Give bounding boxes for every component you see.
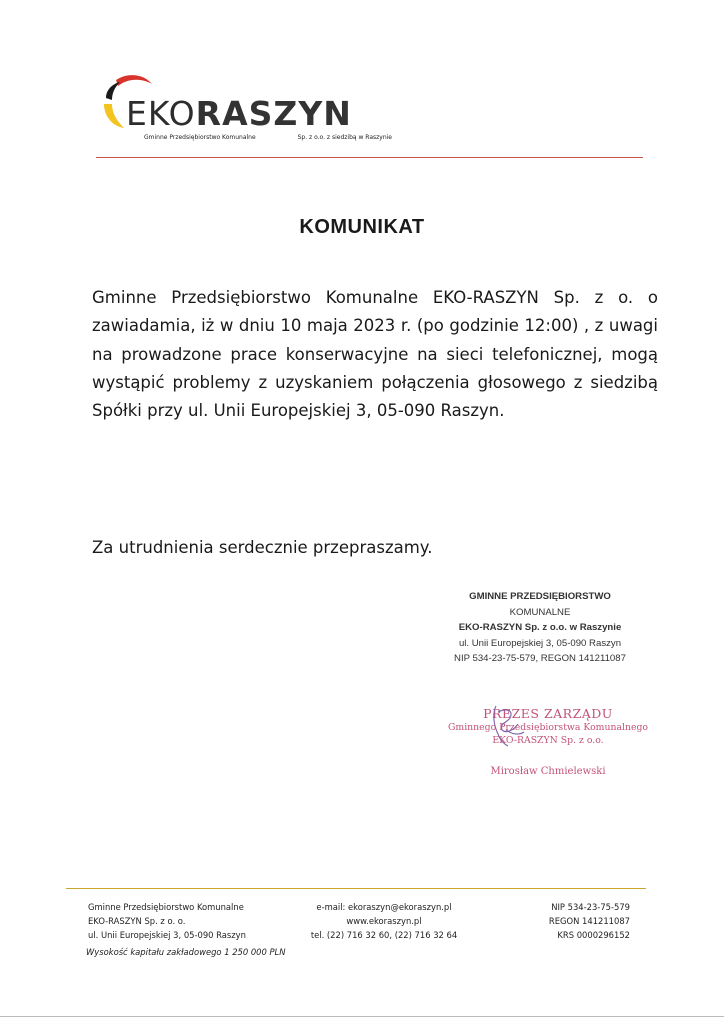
stamp-line-3: EKO-RASZYN Sp. z o.o. w Raszynie <box>458 622 622 633</box>
logo-eko: EKO <box>126 94 196 133</box>
scan-edge-line <box>0 1016 724 1017</box>
footer-phone: tel. (22) 716 32 60, (22) 716 32 64 <box>310 930 458 940</box>
footer-left-line-1: Gminne Przedsiębiorstwo Komunalne <box>88 902 244 912</box>
footer-nip: NIP 534-23-75-579 <box>551 902 630 912</box>
logo-wordmark <box>126 94 352 134</box>
signature-stamp <box>430 706 666 779</box>
document-title: KOMUNIKAT <box>299 216 425 238</box>
stamp-line-5: NIP 534-23-75-579, REGON 141211087 <box>454 653 626 664</box>
footer-company-info <box>88 900 246 942</box>
header-divider <box>96 157 643 158</box>
signature-stamp-name: Mirosław Chmielewski <box>490 766 606 777</box>
footer-regon: REGON 141211087 <box>548 916 630 926</box>
footer-krs: KRS 0000296152 <box>557 930 630 940</box>
company-stamp <box>420 589 660 667</box>
announcement-body: Gminne Przedsiębiorstwo Komunalne EKO-RASZYN Sp. z o. o zawiadamia, iż w dniu 10 maja 2023 r. (po godzinie 12:00) , z uwagi na prowadzone prace konserwacyjne na sieci telefonicznej, mogą wystąpić problemy z uzyskaniem połączenia głosowego z siedzibą Spółki przy ul. Unii Europejskiej 3, 05-090 Raszyn. <box>92 288 658 421</box>
footer-email: e-mail: ekoraszyn@ekoraszyn.pl <box>316 902 452 912</box>
signature-stamp-title: PREZES ZARZĄDU <box>483 706 613 721</box>
logo-subtitle-right: Sp. z o.o. z siedzibą w Raszynie <box>297 134 392 141</box>
footer-website: www.ekoraszyn.pl <box>346 916 422 926</box>
footer-left-line-2: EKO-RASZYN Sp. z o. o. <box>88 916 186 926</box>
stamp-line-2: KOMUNALNE <box>509 606 571 618</box>
footer-divider <box>66 888 646 889</box>
logo-subtitle-left: Gminne Przedsiębiorstwo Komunalne <box>144 134 256 141</box>
stamp-line-1: GMINNE PRZEDSIĘBIORSTWO <box>469 591 611 602</box>
footer-left-line-3: ul. Unii Europejskiej 3, 05-090 Raszyn <box>88 930 246 940</box>
footer-contact-info <box>296 900 472 942</box>
footer-registry-info <box>530 900 630 942</box>
logo-raszyn: RASZYN <box>195 94 352 133</box>
footer-share-capital: Wysokość kapitału zakładowego 1 250 000 PLN <box>86 947 286 957</box>
apology-text: Za utrudnienia serdecznie przepraszamy. <box>92 538 433 557</box>
handwritten-signature-icon <box>488 700 528 748</box>
signature-stamp-company: EKO-RASZYN Sp. z o.o. <box>492 735 604 746</box>
company-logo <box>96 68 396 148</box>
logo-subtitle <box>144 134 392 141</box>
signature-stamp-org: Gminnego Przedsiębiorstwa Komunalnego <box>447 722 649 733</box>
stamp-line-4: ul. Unii Europejskiej 3, 05-090 Raszyn <box>458 637 622 649</box>
